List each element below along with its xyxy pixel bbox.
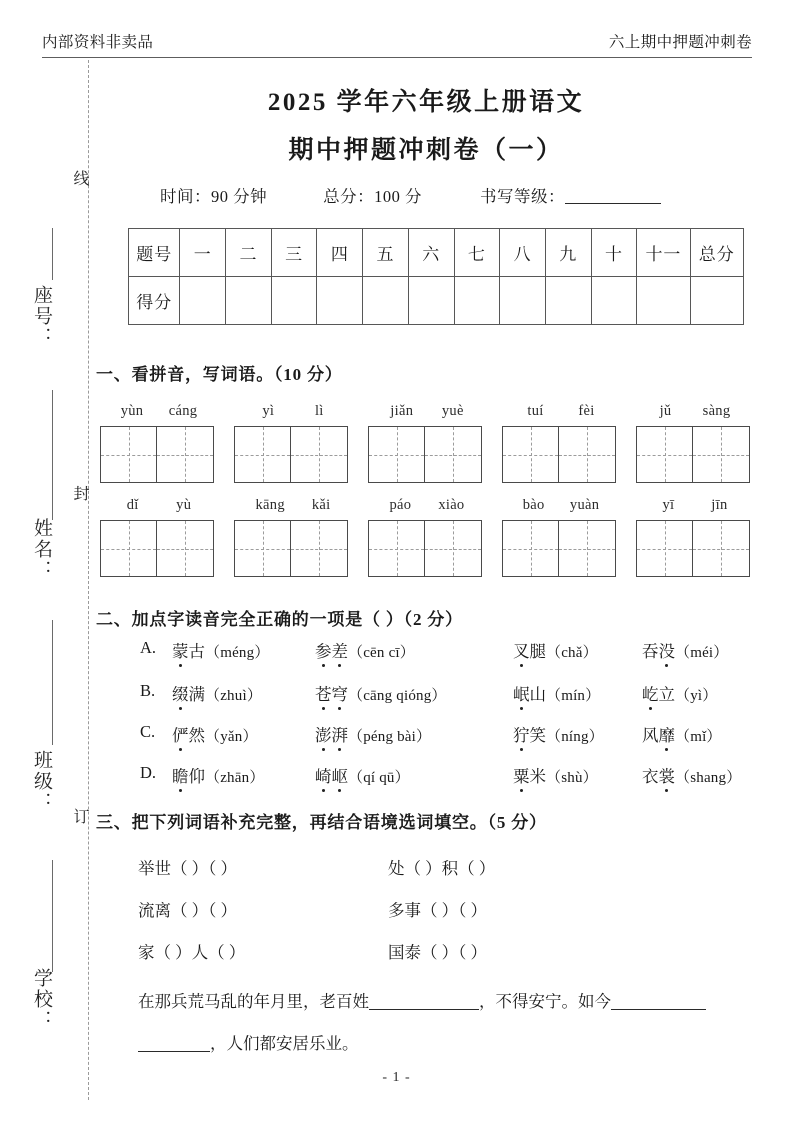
page-title-line1: 2025 学年六年级上册语文 — [267, 89, 585, 116]
word-pinyin: （zhān） — [205, 770, 265, 786]
word-pinyin: （cāng qióng） — [348, 688, 447, 704]
score-cell[interactable] — [180, 277, 226, 325]
score-table-header-cell: 八 — [500, 229, 546, 277]
score-table-header-cell: 五 — [363, 229, 409, 277]
option-word — [315, 681, 447, 705]
exam-time-label: 时间：90 分钟 — [160, 187, 268, 206]
score-table — [128, 228, 744, 325]
pinyin-syllable: yī — [662, 497, 675, 513]
pinyin-syllable: kǎi — [311, 497, 331, 513]
idiom-row — [138, 897, 758, 931]
word-pinyin: （níng） — [546, 729, 604, 745]
dotted-char: 岷 — [513, 681, 530, 705]
option-word — [513, 638, 598, 662]
option-letter: B. — [140, 681, 156, 700]
option-word — [513, 763, 598, 787]
word-rest: 山 — [529, 685, 546, 704]
context-blank-2[interactable] — [611, 993, 706, 1010]
word-rest: 古 — [188, 642, 205, 661]
dotted-char: 屹 — [642, 681, 659, 705]
pinyin-syllable: dǐ — [126, 497, 139, 513]
score-table-row-label: 得分 — [129, 277, 180, 325]
score-cell[interactable] — [454, 277, 500, 325]
context-text-part3: ，人们都安居乐业。 — [210, 1034, 359, 1053]
context-blank-1[interactable] — [369, 993, 479, 1010]
context-sentence-line-1 — [138, 988, 756, 1012]
writing-cell[interactable] — [502, 426, 559, 483]
pinyin-word-group — [100, 396, 218, 483]
word-pinyin: （mǐ） — [675, 729, 722, 745]
sidebar-rule-3 — [52, 620, 53, 745]
word-rest: 立 — [658, 685, 675, 704]
option-word — [315, 638, 415, 662]
pinyin-syllable: yù — [176, 497, 192, 513]
table-row-question-numbers — [129, 229, 744, 277]
writing-cell[interactable] — [157, 520, 214, 577]
option-word — [172, 763, 265, 787]
sidebar-rule-4 — [52, 860, 53, 972]
dotted-char: 狞 — [513, 722, 530, 746]
dotted-char: 瞻 — [172, 763, 189, 787]
pinyin-word-group — [234, 490, 352, 577]
dotted-char: 蒙 — [172, 638, 189, 662]
score-table-header-cell: 一 — [180, 229, 226, 277]
dotted-char: 穹 — [332, 681, 349, 705]
option-word — [513, 722, 604, 746]
writing-cell[interactable] — [368, 426, 425, 483]
option-letter: C. — [140, 722, 156, 741]
option-word — [172, 638, 270, 662]
dotted-char: 参 — [315, 638, 332, 662]
writing-cell[interactable] — [502, 520, 559, 577]
option-word — [315, 763, 410, 787]
context-sentence-line-2 — [138, 1030, 756, 1054]
handwriting-grade-label: 书写等级： — [480, 187, 565, 206]
sidebar-item-school: 学校： — [31, 968, 52, 1031]
score-table-header-cell: 七 — [454, 229, 500, 277]
writing-cell[interactable] — [425, 426, 482, 483]
option-word — [642, 638, 729, 662]
option-word — [172, 681, 262, 705]
writing-cell[interactable] — [559, 426, 616, 483]
word-pinyin: （méi） — [675, 645, 729, 661]
word-pinyin: （shang） — [675, 770, 742, 786]
writing-cell[interactable] — [291, 426, 348, 483]
option-word — [642, 763, 741, 787]
idiom-blank-left[interactable]: 流离（ ）（ ） — [138, 901, 237, 920]
sidebar-item-seal: 封 — [71, 485, 88, 502]
pinyin-syllable: fèi — [578, 403, 595, 419]
score-table-header-cell: 十一 — [637, 229, 690, 277]
dotted-char: 苍 — [315, 681, 332, 705]
dotted-char: 崎 — [315, 763, 332, 787]
pinyin-syllable: tuí — [527, 403, 544, 419]
score-table-header-cell: 六 — [408, 229, 454, 277]
context-text-part1: 在那兵荒马乱的年月里，老百姓 — [138, 992, 369, 1011]
word-pinyin: （méng） — [205, 645, 270, 661]
pinyin-syllable: páo — [389, 497, 412, 513]
writing-cell[interactable] — [425, 520, 482, 577]
score-table-header-cell: 二 — [226, 229, 272, 277]
pinyin-syllable: yuè — [441, 403, 464, 419]
writing-cell[interactable] — [291, 520, 348, 577]
idiom-row — [138, 939, 758, 973]
score-table-row-label: 题号 — [129, 229, 180, 277]
sidebar-item-bind: 订 — [71, 808, 88, 825]
context-blank-3[interactable] — [138, 1035, 210, 1052]
pinyin-word-group — [502, 490, 620, 577]
score-cell[interactable] — [408, 277, 454, 325]
pinyin-word-group — [502, 396, 620, 483]
score-table-header-cell: 十 — [591, 229, 637, 277]
pinyin-row-2 — [100, 490, 750, 582]
pinyin-syllable: yì — [262, 403, 275, 419]
pinyin-syllable: jiǎn — [390, 403, 414, 419]
option-letter: A. — [140, 638, 157, 657]
writing-cell[interactable] — [157, 426, 214, 483]
option-word — [642, 681, 717, 705]
word-rest: 满 — [188, 685, 205, 704]
sidebar-rule-1 — [52, 228, 53, 280]
word-rest: 然 — [188, 726, 205, 745]
word-rest: 笑 — [529, 726, 546, 745]
dotted-char: 靡 — [659, 722, 676, 746]
word-pinyin: （péng bài） — [348, 729, 432, 745]
dotted-char: 差 — [332, 638, 349, 662]
page-title-line2: 期中押题冲刺卷（一） — [288, 137, 564, 164]
score-cell[interactable] — [363, 277, 409, 325]
table-row-scores — [129, 277, 744, 325]
sidebar-item-seat-number: 座号： — [31, 285, 52, 348]
header-divider — [42, 57, 752, 58]
sidebar-item-name: 姓名： — [31, 518, 52, 581]
dotted-char: 裳 — [659, 763, 676, 787]
option-letter: D. — [140, 763, 157, 782]
sidebar-rule-2 — [52, 390, 53, 520]
pinyin-word-group — [636, 490, 754, 577]
pinyin-word-group — [368, 396, 486, 483]
score-cell[interactable] — [226, 277, 272, 325]
dotted-char: 澎 — [315, 722, 332, 746]
pinyin-word-group — [636, 396, 754, 483]
dotted-char: 湃 — [332, 722, 349, 746]
option-row-c[interactable] — [140, 722, 780, 760]
pinyin-syllable: cáng — [168, 403, 198, 419]
word-pinyin: （qí qū） — [348, 770, 410, 786]
pinyin-syllable: xiào — [438, 497, 465, 513]
word-rest: 米 — [529, 767, 546, 786]
word-pinyin: （mín） — [546, 688, 601, 704]
score-cell[interactable] — [500, 277, 546, 325]
word-rest: 仰 — [188, 767, 205, 786]
score-table-header-cell: 四 — [317, 229, 363, 277]
writing-cell[interactable] — [100, 426, 157, 483]
dotted-char: 没 — [659, 638, 676, 662]
idiom-blank-right[interactable]: 国泰（ ）（ ） — [388, 943, 487, 962]
option-word — [172, 722, 258, 746]
dotted-char: 俨 — [172, 722, 189, 746]
word-prefix: 风 — [642, 726, 659, 745]
option-word — [513, 681, 600, 705]
idiom-row — [138, 855, 758, 889]
pinyin-syllable: jīn — [711, 497, 728, 513]
pinyin-syllable: yuàn — [569, 497, 600, 513]
context-text-part2: ，不得安宁。如今 — [479, 992, 611, 1011]
dotted-char: 岖 — [332, 763, 349, 787]
score-table-header-cell: 九 — [545, 229, 591, 277]
writing-cell[interactable] — [636, 520, 693, 577]
binding-sidebar — [0, 60, 96, 1100]
section-1-heading: 一、看拼音，写词语。（10 分） — [96, 365, 343, 384]
idiom-blank-left[interactable]: 家（ ）人（ ） — [138, 943, 246, 962]
writing-cell[interactable] — [234, 520, 291, 577]
page-number: - 1 - — [382, 1070, 411, 1085]
option-row-d[interactable] — [140, 763, 780, 801]
option-word — [315, 722, 431, 746]
pinyin-word-group — [368, 490, 486, 577]
option-row-b[interactable] — [140, 681, 780, 719]
writing-cell[interactable] — [636, 426, 693, 483]
page-header — [42, 30, 752, 58]
score-table-header-cell: 三 — [271, 229, 317, 277]
binding-dashed-line — [88, 60, 89, 1100]
idiom-blank-right[interactable]: 处（ ）积（ ） — [388, 859, 496, 878]
word-pinyin: （cēn cī） — [348, 645, 415, 661]
word-prefix: 吞 — [642, 642, 659, 661]
pinyin-syllable: yùn — [120, 403, 144, 419]
writing-cell[interactable] — [693, 520, 750, 577]
pinyin-row-1 — [100, 396, 750, 488]
word-pinyin: （yǎn） — [205, 729, 258, 745]
option-word — [642, 722, 722, 746]
section-3-heading: 三、把下列词语补充完整，再结合语境选词填空。（5 分） — [96, 813, 547, 832]
word-pinyin: （zhuì） — [205, 688, 263, 704]
score-table-header-cell: 总分 — [690, 229, 743, 277]
sidebar-item-line: 线 — [71, 170, 88, 187]
score-cell[interactable] — [591, 277, 637, 325]
word-rest: 腿 — [529, 642, 546, 661]
handwriting-grade-blank[interactable] — [565, 188, 661, 204]
writing-cell[interactable] — [559, 520, 616, 577]
dotted-char: 缀 — [172, 681, 189, 705]
pinyin-syllable: lì — [314, 403, 324, 419]
idiom-blank-right[interactable]: 多事（ ）（ ） — [388, 901, 487, 920]
pinyin-syllable: bào — [522, 497, 545, 513]
sidebar-item-class: 班级： — [31, 750, 52, 813]
page-footer — [0, 1070, 793, 1086]
dotted-char: 叉 — [513, 638, 530, 662]
exam-total-label: 总分：100 分 — [323, 187, 422, 206]
header-right-text: 六上期中押题冲刺卷 — [608, 34, 752, 51]
word-pinyin: （yì） — [675, 688, 718, 704]
writing-cell[interactable] — [100, 520, 157, 577]
exam-info-line — [160, 183, 760, 207]
score-cell[interactable] — [317, 277, 363, 325]
writing-cell[interactable] — [368, 520, 425, 577]
score-cell[interactable] — [637, 277, 690, 325]
section-2-heading: 二、加点字读音完全正确的一项是（ ）（2 分） — [96, 610, 463, 629]
word-prefix: 衣 — [642, 767, 659, 786]
pinyin-word-group — [234, 396, 352, 483]
pinyin-syllable: jǔ — [659, 403, 672, 419]
option-row-a[interactable] — [140, 638, 780, 676]
idiom-blank-left[interactable]: 举世（ ）（ ） — [138, 859, 237, 878]
score-cell[interactable] — [271, 277, 317, 325]
writing-cell[interactable] — [693, 426, 750, 483]
dotted-char: 粟 — [513, 763, 530, 787]
header-left-text: 内部资料非卖品 — [42, 34, 154, 51]
pinyin-syllable: sàng — [702, 403, 731, 419]
score-cell[interactable] — [690, 277, 743, 325]
writing-cell[interactable] — [234, 426, 291, 483]
word-pinyin: （chǎ） — [546, 645, 598, 661]
score-cell[interactable] — [545, 277, 591, 325]
word-pinyin: （shù） — [546, 770, 598, 786]
pinyin-word-group — [100, 490, 218, 577]
pinyin-syllable: kāng — [255, 497, 285, 513]
